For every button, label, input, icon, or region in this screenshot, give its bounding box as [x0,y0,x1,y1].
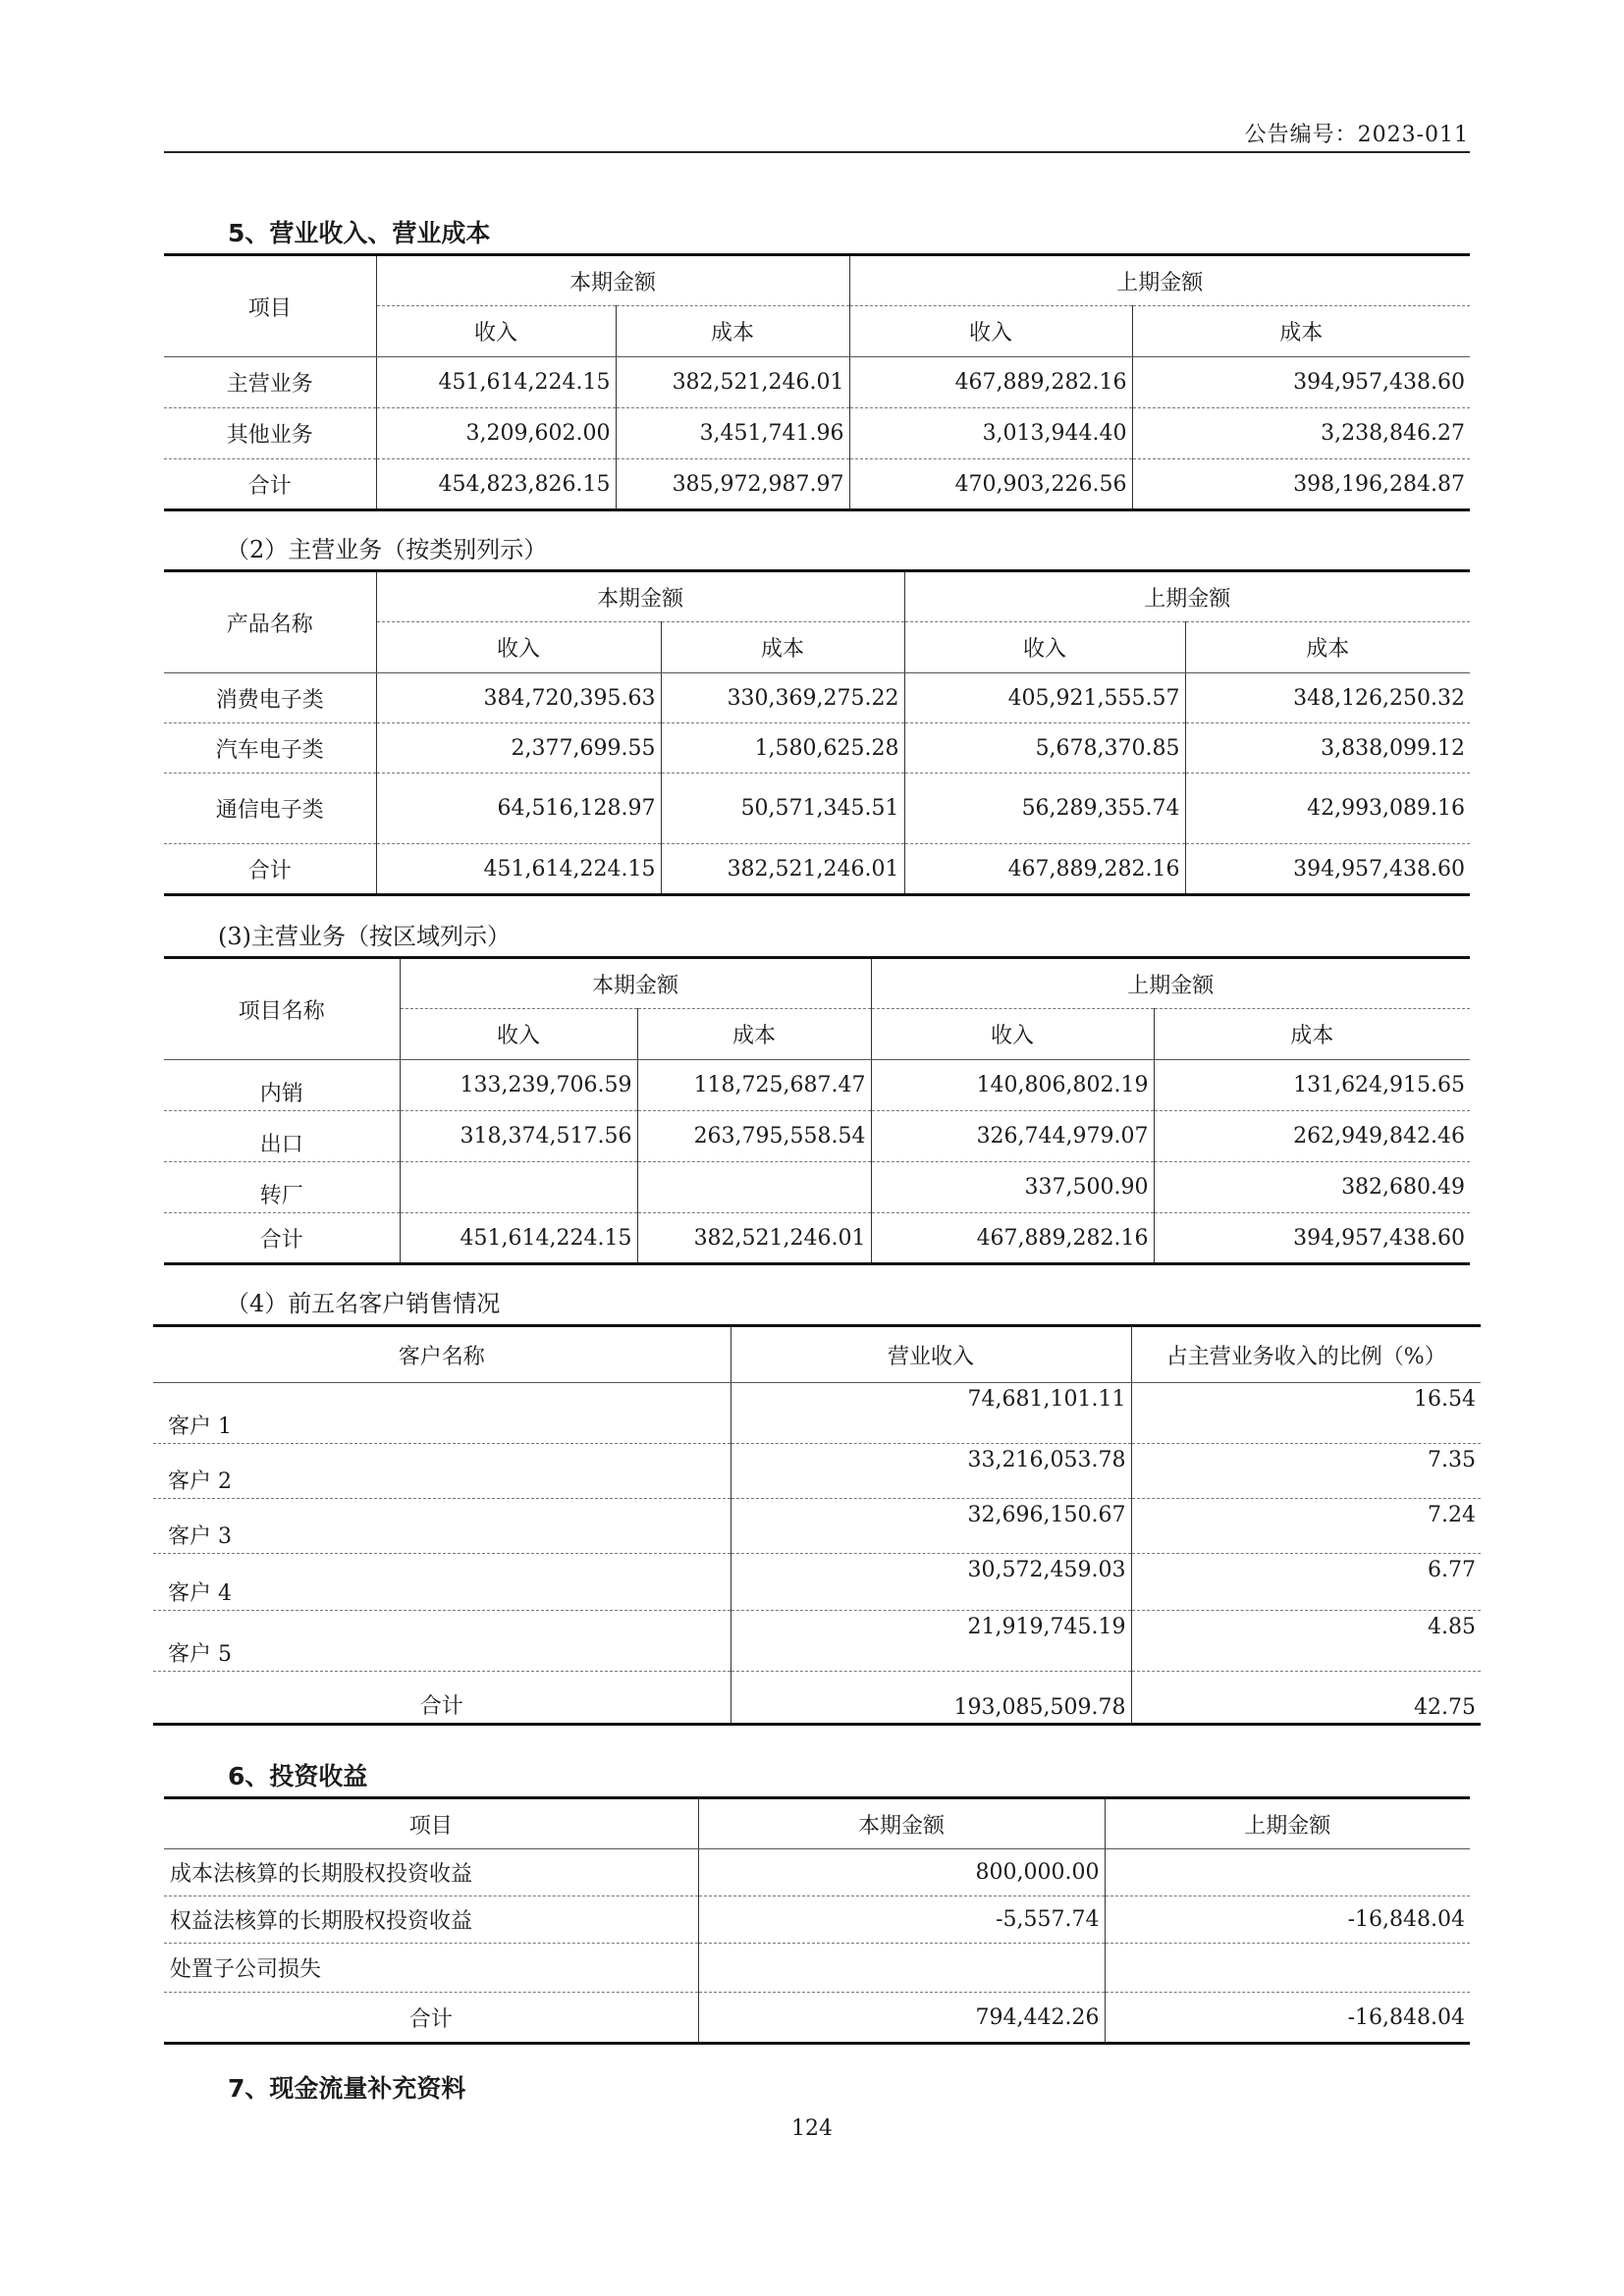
cell-value: -16,848.04 [1347,1907,1465,1932]
cell-value: 394,957,438.60 [1293,370,1466,395]
row-label: 合计 [164,459,376,510]
cell-value: 454,823,826.15 [376,459,616,510]
table-row [164,357,1470,408]
table-row [153,1383,1481,1444]
table-row [164,673,1470,723]
cell-value: 451,614,224.15 [400,1213,637,1264]
cell-value: 382,521,246.01 [661,844,904,895]
header-current-period: 本期金额 [400,958,871,1009]
cell-value: 451,614,224.15 [376,357,616,408]
header-rule [164,151,1470,153]
cell-value: 405,921,555.57 [904,673,1185,723]
row-label: 合计 [153,1672,731,1725]
cell-value: 3,838,099.12 [1321,735,1466,761]
row-label: 合计 [164,1993,698,2044]
header-cost: 成本 [1185,622,1470,673]
cell-value: 318,374,517.56 [400,1111,637,1162]
cell-value: 131,624,915.65 [1293,1073,1466,1097]
header-prior-period: 上期金额 [871,958,1470,1009]
investment-income-table [164,1796,1470,2045]
section-5-title: 5、营业收入、营业成本 [228,219,491,247]
header-item: 项目 [164,255,376,357]
announcement-number: 公告编号：2023-011 [1244,123,1469,147]
cell-value: 385,972,987.97 [616,459,849,510]
customer-name: 客户 5 [153,1611,731,1672]
header-prior-period: 上期金额 [904,571,1470,622]
table-row [164,408,1470,459]
header-item: 项目 [164,1798,698,1849]
cell-value: 330,369,275.22 [661,673,904,723]
table-row-total [153,1672,1481,1725]
cell-value: 382,521,246.01 [637,1213,871,1264]
cell-value: 470,903,226.56 [849,459,1132,510]
table-row-total [164,459,1470,510]
cell-value: 384,720,395.63 [376,673,661,723]
cell-value: 382,521,246.01 [616,357,849,408]
revenue-cost-table [164,253,1470,511]
header-cost: 成本 [616,306,849,357]
row-label: 处置子公司损失 [164,1944,698,1993]
header-prior-period: 上期金额 [1105,1798,1470,1849]
header-revenue: 收入 [376,306,616,357]
row-label: 合计 [164,1213,400,1264]
header-revenue: 收入 [871,1009,1154,1060]
header-ratio: 占主营业务收入的比例（%） [1131,1326,1481,1383]
cell-value: 56,289,355.74 [904,774,1185,844]
customer-name: 客户 1 [153,1383,731,1444]
cell-value: 467,889,282.16 [849,357,1132,408]
row-label: 汽车电子类 [164,723,376,774]
header-prior-period: 上期金额 [849,255,1470,306]
section-6-title: 6、投资收益 [228,1762,368,1790]
table-row [153,1499,1481,1554]
row-label: 内销 [164,1060,400,1111]
cell-value: 394,957,438.60 [1293,856,1466,881]
by-category-table [164,569,1470,896]
cell-value [698,1944,1105,1993]
cell-value: 348,126,250.32 [1293,685,1466,711]
table-row [164,723,1470,774]
cell-value: 382,680.49 [1341,1175,1466,1200]
row-label: 消费电子类 [164,673,376,723]
table-row [164,1896,1470,1944]
table-row [164,774,1470,844]
cell-value [1105,1944,1470,1993]
table-row [164,1162,1470,1213]
table-row [164,1849,1470,1896]
header-item-name: 项目名称 [164,958,400,1060]
cell-value: 140,806,802.19 [871,1060,1154,1111]
cell-value [1105,1849,1470,1896]
cell-value: 794,442.26 [698,1993,1105,2044]
cell-value: 30,572,459.03 [731,1554,1131,1611]
header-operating-revenue: 营业收入 [731,1326,1131,1383]
row-label: 主营业务 [164,357,376,408]
page-number: 124 [791,2116,833,2141]
customer-name: 客户 2 [153,1444,731,1499]
cell-value: 7.35 [1428,1448,1476,1472]
table-row [164,1111,1470,1162]
cell-value: 394,957,438.60 [1293,1225,1466,1251]
cell-value: 74,681,101.11 [731,1383,1131,1444]
header-current-period: 本期金额 [698,1798,1105,1849]
section-5-2-title: （2）主营业务（按类别列示） [226,536,548,563]
cell-value: 7.24 [1428,1503,1476,1527]
cell-value: 3,451,741.96 [616,408,849,459]
cell-value: -5,557.74 [698,1896,1105,1944]
row-label: 其他业务 [164,408,376,459]
cell-value: 2,377,699.55 [376,723,661,774]
section-5-4-title: （4）前五名客户销售情况 [226,1290,501,1317]
table-row [153,1611,1481,1672]
cell-value: 64,516,128.97 [376,774,661,844]
header-product-name: 产品名称 [164,571,376,673]
header-cost: 成本 [1132,306,1470,357]
cell-value: 42,993,089.16 [1307,796,1466,821]
cell-value: 21,919,745.19 [731,1611,1131,1672]
row-label: 出口 [164,1111,400,1162]
header-revenue: 收入 [904,622,1185,673]
cell-value [637,1162,871,1213]
cell-value: 451,614,224.15 [376,844,661,895]
cell-value: -16,848.04 [1347,2004,1465,2030]
table-row-total [164,1993,1470,2044]
cell-value: 5,678,370.85 [904,723,1185,774]
row-label: 成本法核算的长期股权投资收益 [164,1849,698,1896]
header-cost: 成本 [661,622,904,673]
table-row [164,1060,1470,1111]
cell-value: 800,000.00 [698,1849,1105,1896]
header-current-period: 本期金额 [376,255,849,306]
cell-value: 398,196,284.87 [1293,471,1466,497]
cell-value: 262,949,842.46 [1293,1124,1466,1148]
table-row [153,1444,1481,1499]
row-label: 转厂 [164,1162,400,1213]
cell-value: 326,744,979.07 [871,1111,1154,1162]
section-5-3-title: (3)主营业务（按区域列示） [218,923,511,950]
header-revenue: 收入 [849,306,1132,357]
cell-value: 467,889,282.16 [871,1213,1154,1264]
header-revenue: 收入 [376,622,661,673]
cell-value: 263,795,558.54 [637,1111,871,1162]
table-row-total [164,1213,1470,1264]
cell-value: 4.85 [1428,1615,1476,1639]
cell-value: 33,216,053.78 [731,1444,1131,1499]
cell-value: 133,239,706.59 [400,1060,637,1111]
header-customer-name: 客户名称 [153,1326,731,1383]
table-row-total [164,844,1470,895]
cell-value: 32,696,150.67 [731,1499,1131,1554]
header-revenue: 收入 [400,1009,637,1060]
customer-name: 客户 4 [153,1554,731,1611]
table-row [164,1944,1470,1993]
header-cost: 成本 [1154,1009,1470,1060]
cell-value: 3,238,846.27 [1321,421,1466,446]
cell-value: 467,889,282.16 [904,844,1185,895]
cell-value: 193,085,509.78 [731,1672,1131,1725]
cell-value: 337,500.90 [871,1162,1154,1213]
cell-value: 6.77 [1428,1558,1476,1582]
table-row [153,1554,1481,1611]
cell-value: 3,209,602.00 [376,408,616,459]
cell-value: 50,571,345.51 [661,774,904,844]
header-cost: 成本 [637,1009,871,1060]
cell-value: 42.75 [1414,1695,1476,1720]
cell-value: 16.54 [1414,1387,1476,1412]
cell-value [400,1162,637,1213]
header-current-period: 本期金额 [376,571,904,622]
section-7-title: 7、现金流量补充资料 [228,2074,466,2103]
by-region-table [164,956,1470,1265]
row-label: 合计 [164,844,376,895]
cell-value: 118,725,687.47 [637,1060,871,1111]
cell-value: 1,580,625.28 [661,723,904,774]
top-five-customers-table [153,1324,1481,1726]
customer-name: 客户 3 [153,1499,731,1554]
row-label: 通信电子类 [164,774,376,844]
row-label: 权益法核算的长期股权投资收益 [164,1896,698,1944]
cell-value: 3,013,944.40 [849,408,1132,459]
